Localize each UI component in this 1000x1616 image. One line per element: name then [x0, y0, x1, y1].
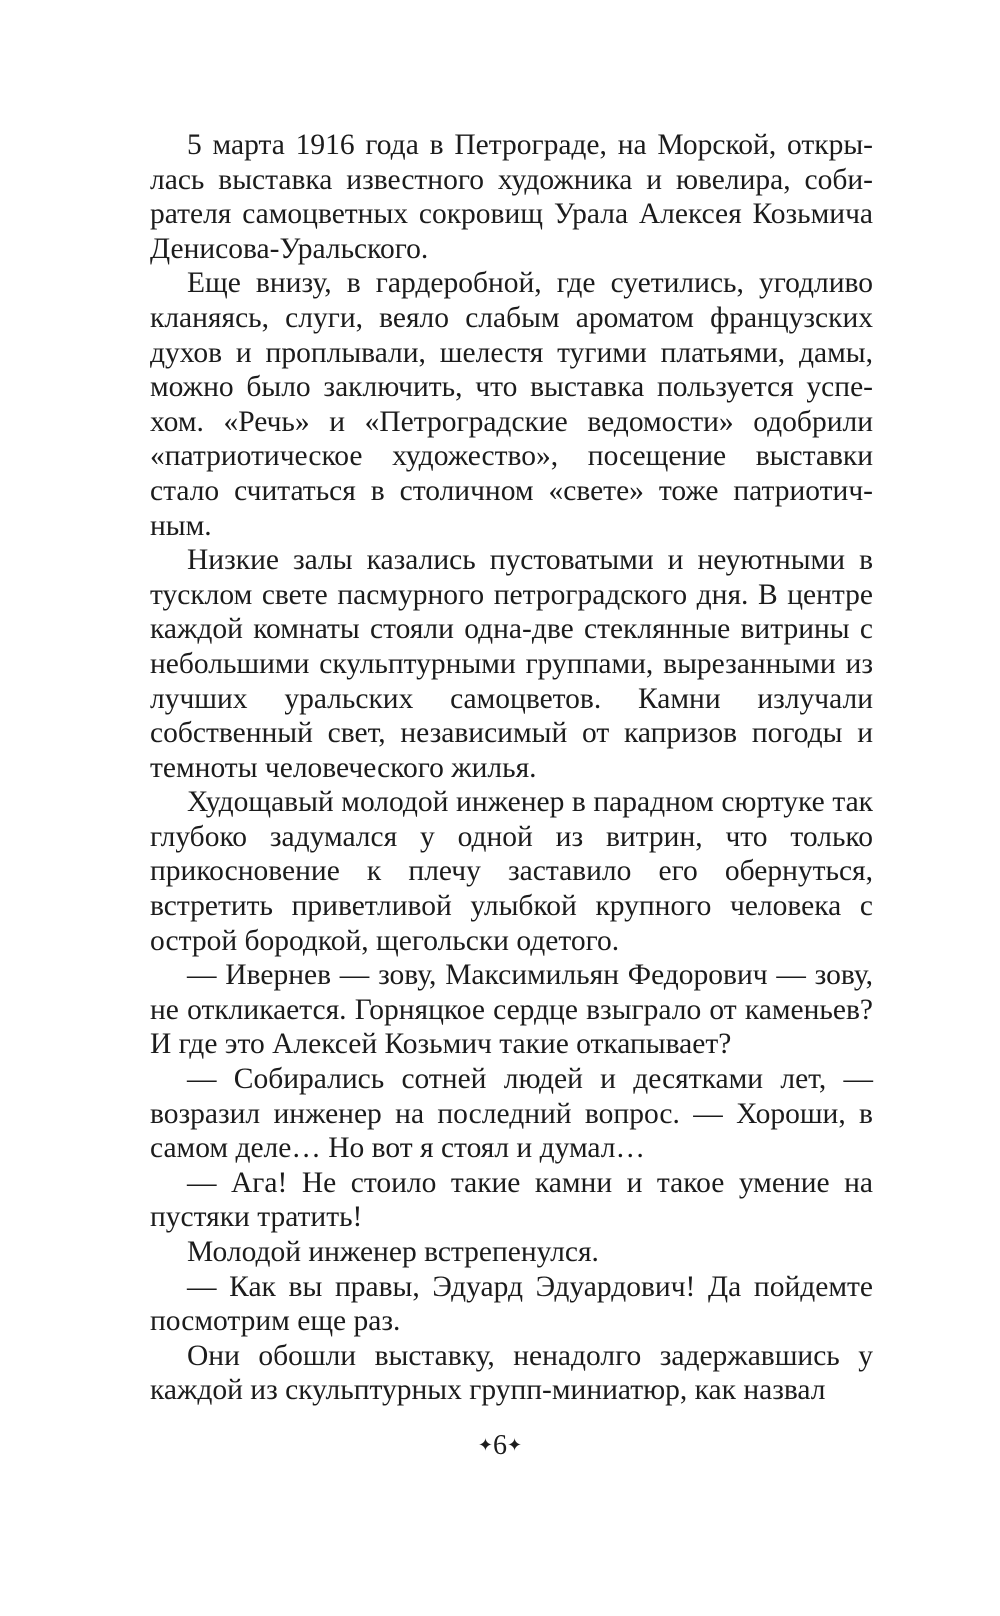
page-number-value: 6 — [493, 1430, 507, 1461]
dialogue-3: — Ага! Не стоило такие камни и такое умение на пустяки тратить! — [150, 1166, 873, 1234]
page-text — [150, 128, 873, 1408]
paragraph-1: 5 марта 1916 года в Петрограде, на Морской, открылась выставка известного художника и ювелира, собирателя самоцветных сокровищ Урала Алексея Козьмича Денисова-Уральского. — [150, 129, 873, 265]
ornament-left-icon: ✦ — [477, 1435, 493, 1455]
paragraph-6: Они обошли выставку, ненадолго задержавшись у каждой из скульптурных групп-миниатюр, как назвал — [150, 1339, 873, 1407]
dialogue-2: — Собирались сотней людей и десятками лет, — возразил инженер на последний вопрос. — Хороши, в самом деле… Но вот я стоял и думал… — [150, 1063, 873, 1165]
dialogue-1: — Ивернев — зову, Максимильян Федорович — зову, не откликается. Горняцкое сердце взыграло от каменьев? И где это Алексей Козьмич такие откапывает? — [150, 959, 873, 1061]
paragraph-5: Молодой инженер встрепенулся. — [187, 1236, 599, 1268]
page-number — [0, 1430, 1000, 1462]
paragraph-3: Низкие залы казались пустоватыми и неуютными в тусклом свете пасмурного петроградского дня. В центре каждой комнаты стояли одна-две стеклянные витрины с небольшими скульптурными группами, вырезанными из лучших уральских самоцветов. Камни излучали собственный свет, независимый от капризов погоды и темноты человеческого жилья. — [150, 544, 873, 784]
dialogue-4: — Как вы правы, Эдуард Эдуардович! Да пойдемте посмотрим еще раз. — [150, 1270, 873, 1338]
ornament-right-icon: ✦ — [507, 1435, 523, 1455]
paragraph-2: Еще внизу, в гардеробной, где суетились, угодливо кланяясь, слуги, веяло слабым ароматом французских духов и проплывали, шелестя тугими платьями, дамы, можно было заключить, что выставка пользуется успехом. «Речь» и «Петроградские ведомости» одобрили «патриотическое художество», посещение выставки стало считаться в столичном «свете» тоже патриотичным. — [150, 267, 873, 542]
paragraph-4: Худощавый молодой инженер в парадном сюртуке так глубоко задумался у одной из витрин, что только прикосновение к плечу заставило его обернуться, встретить приветливой улыбкой крупного человека с острой бородкой, щегольски одетого. — [150, 786, 873, 957]
